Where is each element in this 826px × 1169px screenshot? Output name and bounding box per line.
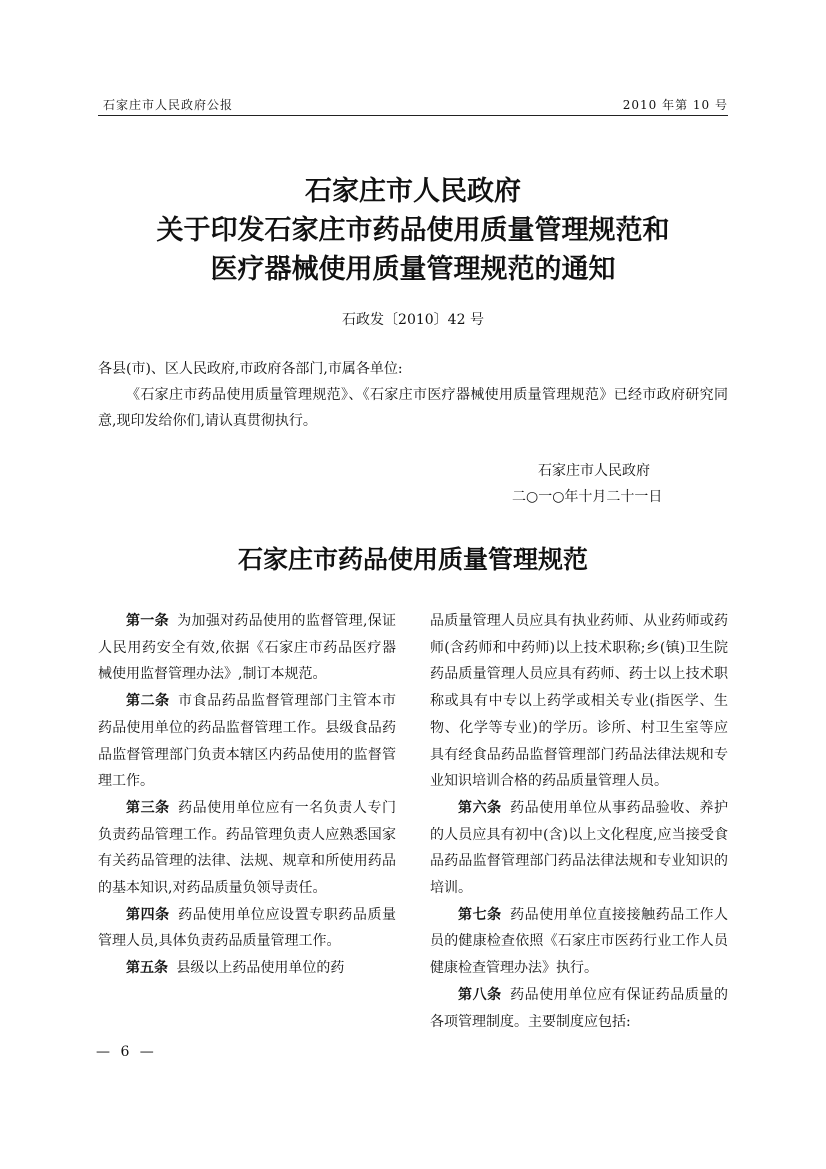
notice-title	[98, 172, 728, 289]
document-number: 石政发〔2010〕42 号	[342, 312, 484, 328]
left-column	[98, 608, 396, 982]
notice-title-line: 医疗器械使用质量管理规范的通知	[210, 254, 616, 285]
article-label: 第八条	[458, 986, 502, 1003]
article-text: 县级以上药品使用单位的药	[176, 960, 345, 977]
issue-number: 2010 年第 10 号	[622, 98, 728, 112]
article-label: 第四条	[126, 906, 170, 923]
article-text: 市食品药品监督管理部门主管本市药品使用单位的药品监督管理工作。县级食品药品监督管理部门负责本辖区内药品使用的监督管理工作。	[98, 693, 397, 790]
header-divider	[98, 115, 728, 116]
article-label: 第七条	[458, 906, 502, 923]
article	[98, 608, 396, 688]
right-column	[430, 608, 728, 1035]
article-text: 药品使用单位应有一名负责人专门负责药品管理工作。药品管理负责人应熟悉国家有关药品管理的法律、法规、规章和所使用药品的基本知识,对药品质量负领导责任。	[98, 799, 397, 897]
signature-organization: 石家庄市人民政府	[538, 463, 650, 479]
article	[98, 955, 396, 982]
article	[430, 982, 728, 1035]
article-text: 药品使用单位应设置专职药品质量管理人员,具体负责药品质量管理工作。	[98, 906, 397, 950]
article	[98, 688, 396, 795]
article	[98, 795, 396, 902]
article-label: 第一条	[126, 613, 169, 629]
article-text: 药品使用单位从事药品验收、养护的人员应具有初中(含)以上文化程度,应当接受食品药品监督管理部门药品法律法规和专业知识的培训。	[430, 799, 729, 897]
article-text: 为加强对药品使用的监督管理,保证人民用药安全有效,依据《石家庄市药品医疗器械使用监督管理办法》,制订本规范。	[98, 613, 396, 683]
article-label: 第六条	[458, 799, 502, 816]
article	[430, 902, 728, 982]
addressee: 各县(市)、区人民政府,市政府各部门,市属各单位:	[98, 361, 403, 377]
article	[430, 795, 728, 902]
notice-body: 《石家庄市药品使用质量管理规范》、《石家庄市医疗器械使用质量管理规范》已经市政府研究同意,现印发给你们,请认真贯彻执行。	[98, 387, 728, 429]
regulation-title: 石家庄市药品使用质量管理规范	[237, 545, 588, 574]
article-label: 第二条	[126, 693, 170, 710]
article-label: 第三条	[126, 799, 170, 816]
notice-title-line: 石家庄市人民政府	[305, 176, 521, 207]
article-text: 药品使用单位应有保证药品质量的各项管理制度。主要制度应包括:	[430, 986, 729, 1030]
article-label: 第五条	[126, 960, 168, 977]
article-text: 药品使用单位直接接触药品工作人员的健康检查依照《石家庄市医药行业工作人员健康检查管理办法》执行。	[430, 906, 729, 977]
publication-name: 石家庄市人民政府公报	[103, 98, 234, 112]
article-continuation: 品质量管理人员应具有执业药师、从业药师或药师(含药师和中药师)以上技术职称;乡(镇)卫生院药品质量管理人员应具有药师、药士以上技术职称或具有中专以上药学或相关专业(指医学、生物、化学等专业)的学历。诊所、村卫生室等应具有经食品药品监督管理部门药品法律法规和专业知识培训合格的药品质量管理人员。	[430, 613, 728, 790]
signature-date: 二○一○年十月二十一日	[512, 489, 663, 505]
page-number: — 6 —	[96, 1044, 157, 1060]
article	[98, 902, 396, 955]
notice-title-line: 关于印发石家庄市药品使用质量管理规范和	[156, 215, 670, 246]
